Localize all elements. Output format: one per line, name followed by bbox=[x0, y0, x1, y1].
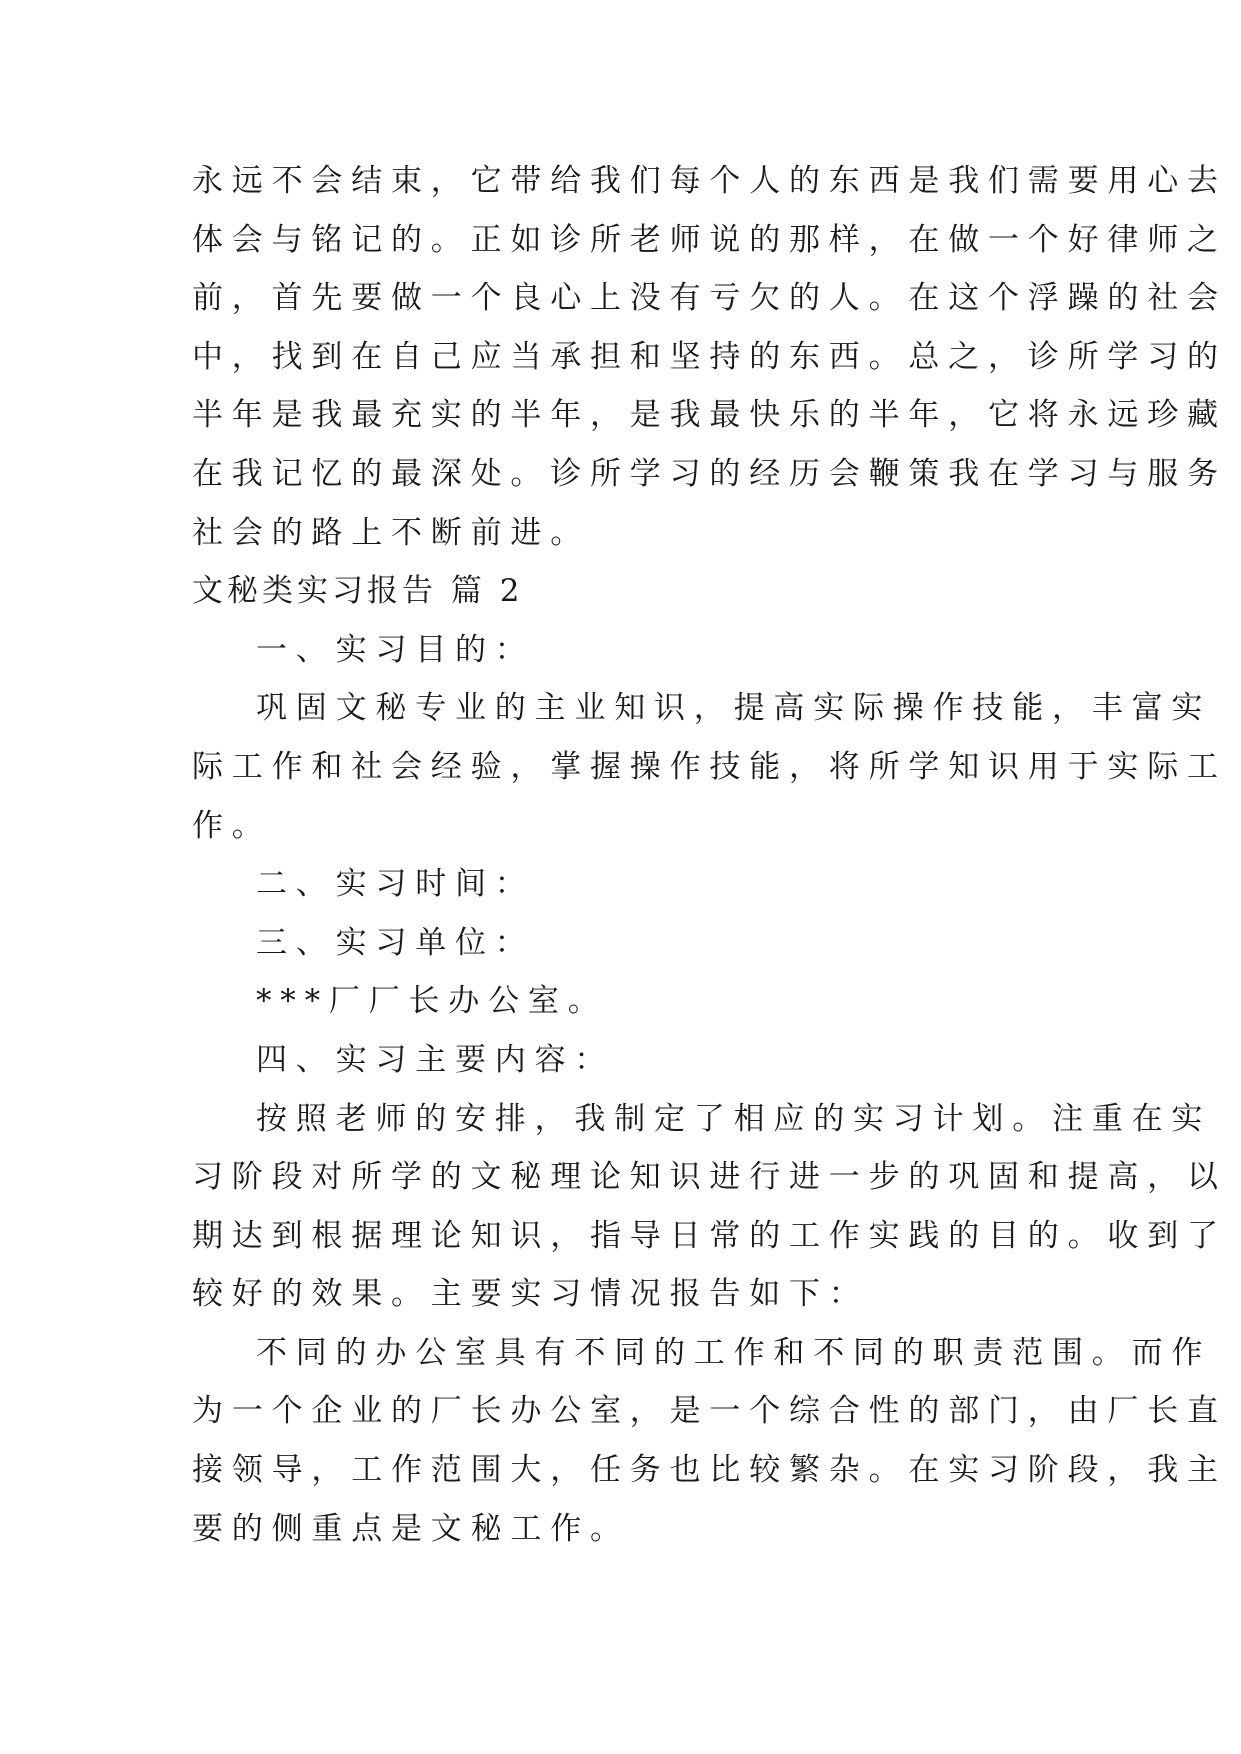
paragraph-line: 期达到根据理论知识，指导日常的工作实践的目的。收到了 bbox=[192, 1217, 1227, 1254]
paragraph-line: 在我记忆的最深处。诊所学习的经历会鞭策我在学习与服务 bbox=[192, 455, 1227, 492]
paragraph-line: 前，首先要做一个良心上没有亏欠的人。在这个浮躁的社会 bbox=[192, 280, 1227, 317]
paragraph-line: 按照老师的安排，我制定了相应的实习计划。注重在实 bbox=[256, 1100, 1212, 1137]
paragraph-line: 较好的效果。主要实习情况报告如下： bbox=[192, 1276, 869, 1313]
unit-name: ***厂厂长办公室。 bbox=[256, 983, 608, 1020]
paragraph-line: 永远不会结束，它带给我们每个人的东西是我们需要用心去 bbox=[192, 163, 1227, 199]
paragraph-line: 体会与铭记的。正如诊所老师说的那样，在做一个好律师之 bbox=[192, 221, 1227, 258]
paragraph-line: 中，找到在自己应当承担和坚持的东西。总之，诊所学习的 bbox=[192, 338, 1227, 375]
paragraph-line: 接领导，工作范围大，任务也比较繁杂。在实习阶段，我主 bbox=[192, 1452, 1227, 1489]
paragraph-line: 不同的办公室具有不同的工作和不同的职责范围。而作 bbox=[256, 1334, 1212, 1371]
heading-content: 四、实习主要内容： bbox=[256, 1041, 615, 1078]
heading-purpose: 一、实习目的： bbox=[256, 631, 535, 668]
heading-unit: 三、实习单位： bbox=[256, 924, 535, 961]
paragraph-line: 际工作和社会经验，掌握操作技能，将所学知识用于实际工 bbox=[192, 748, 1227, 785]
document-page bbox=[192, 152, 1227, 1558]
paragraph-line: 习阶段对所学的文秘理论知识进行进一步的巩固和提高，以 bbox=[192, 1159, 1227, 1196]
section-title: 文秘类实习报告 篇 2 bbox=[192, 573, 524, 610]
paragraph-line: 巩固文秘专业的主业知识，提高实际操作技能，丰富实 bbox=[256, 690, 1212, 727]
paragraph-line: 半年是我最充实的半年，是我最快乐的半年，它将永远珍藏 bbox=[192, 397, 1227, 434]
paragraph-line: 社会的路上不断前进。 bbox=[192, 514, 590, 551]
paragraph-line: 为一个企业的厂长办公室，是一个综合性的部门，由厂长直 bbox=[192, 1393, 1227, 1430]
paragraph-line: 作。 bbox=[192, 807, 272, 844]
paragraph-line: 要的侧重点是文秘工作。 bbox=[192, 1510, 630, 1547]
heading-time: 二、实习时间： bbox=[256, 866, 535, 903]
